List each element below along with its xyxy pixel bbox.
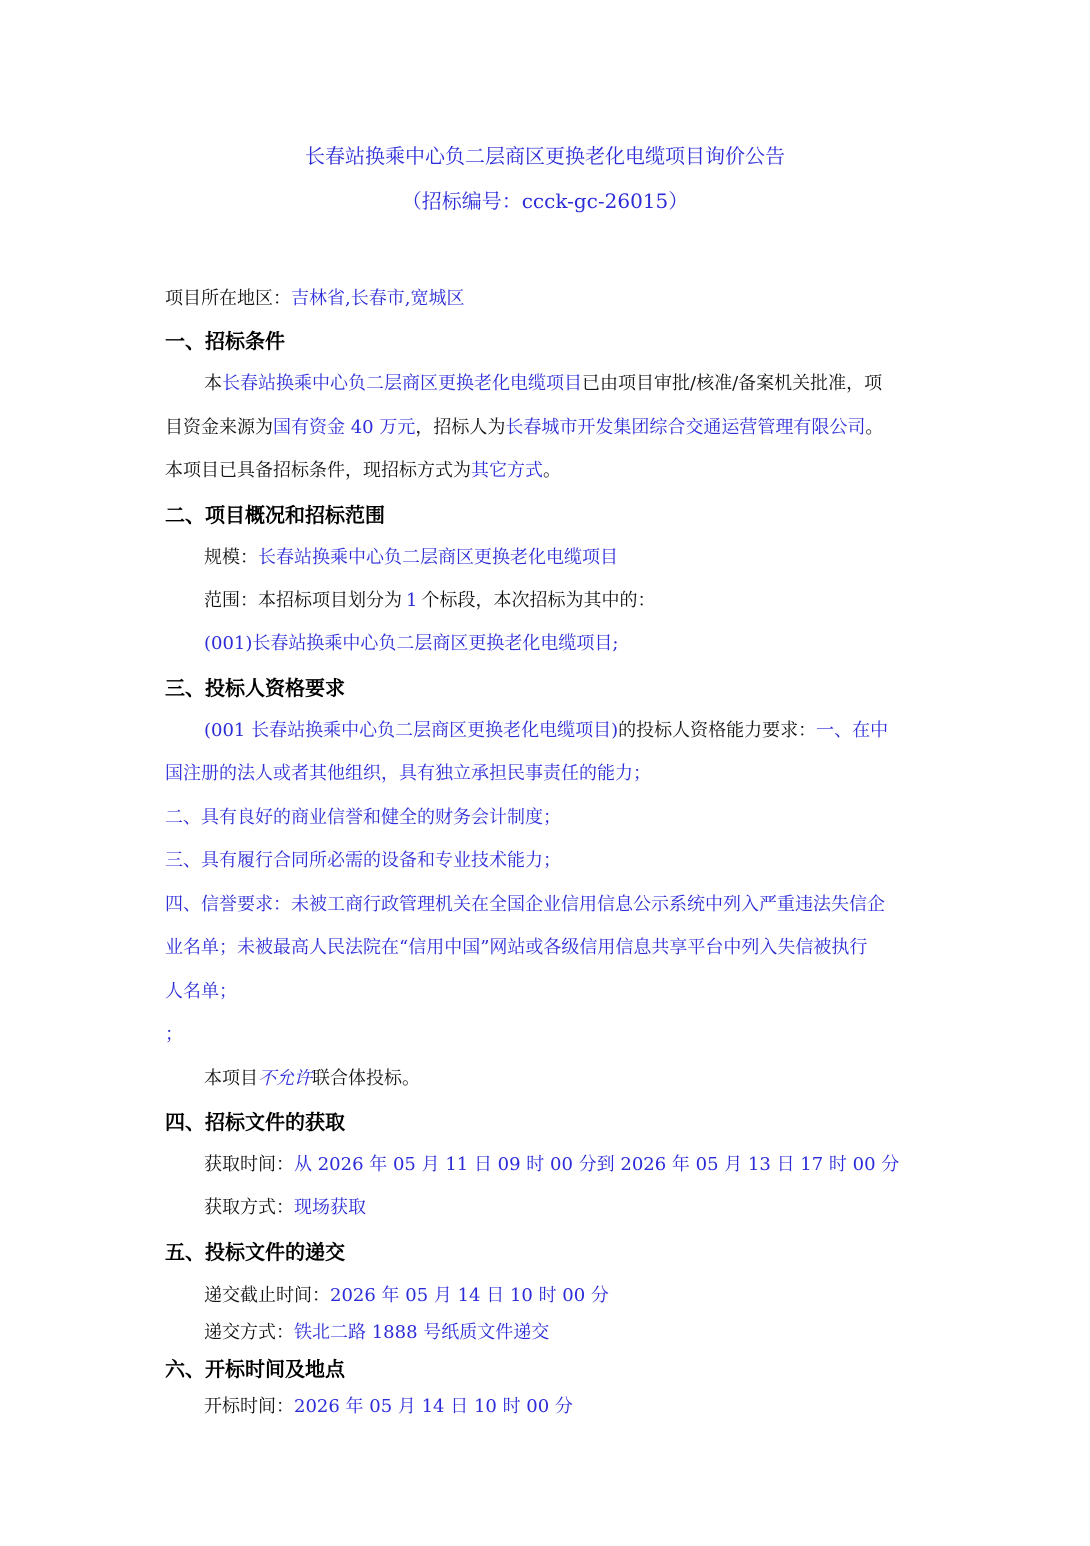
text-run: 。 xyxy=(543,460,561,481)
text-run: 范围：本招标项目划分为 xyxy=(204,590,402,611)
text-run: 规模： xyxy=(204,547,258,568)
text-run: 本项目 xyxy=(204,1068,258,1089)
text-run: 的投标人资格能力要求： xyxy=(618,720,817,741)
text-run: 一、在中 xyxy=(816,720,889,741)
bid-number: （招标编号：ccck-gc-26015） xyxy=(401,189,689,213)
text-run: 获取时间： xyxy=(204,1154,294,1175)
section-heading-1: 一、招标条件 xyxy=(165,329,285,353)
qualification-line-3: 二、具有良好的商业信誉和健全的财务会计制度； xyxy=(165,807,561,828)
text-run: 递交截止时间： xyxy=(204,1285,330,1306)
page-title: 长春站换乘中心负二层商区更换老化电缆项目询价公告 xyxy=(305,144,785,168)
section-heading-5: 五、投标文件的递交 xyxy=(165,1240,345,1264)
scale-line xyxy=(204,546,618,570)
section-heading-4: 四、招标文件的获取 xyxy=(165,1110,345,1134)
deadline-line xyxy=(204,1284,609,1308)
qualification-line-8: ； xyxy=(165,1024,183,1045)
lot-reference: (001 长春站换乘中心负二层商区更换老化电缆项目) xyxy=(204,720,619,741)
text-run: 联合体投标。 xyxy=(312,1068,420,1089)
text-run: 。 xyxy=(865,417,884,438)
qualification-line-5: 四、信誉要求：未被工商行政管理机关在全国企业信用信息公示系统中列入严重违法失信企 xyxy=(165,894,885,915)
consortium-value: 不允许 xyxy=(258,1068,312,1089)
qualification-line-4: 三、具有履行合同所必需的设备和专业技术能力； xyxy=(165,850,561,871)
opening-time-line xyxy=(204,1395,573,1419)
consortium-line xyxy=(204,1067,420,1091)
text-run: 获取方式： xyxy=(204,1197,294,1218)
tenderer-name: 长春城市开发集团综合交通运营管理有限公司 xyxy=(505,417,866,438)
section-heading-6: 六、开标时间及地点 xyxy=(165,1357,345,1381)
scale-value: 长春站换乘中心负二层商区更换老化电缆项目 xyxy=(258,547,618,568)
text-run: 本 xyxy=(204,373,222,394)
acquire-time-line xyxy=(204,1153,899,1177)
qualification-line-7: 人名单； xyxy=(165,981,237,1002)
text-run: 个标段，本次招标为其中的： xyxy=(421,590,656,611)
project-region xyxy=(165,287,464,311)
lot-item: (001)长春站换乘中心负二层商区更换老化电缆项目; xyxy=(204,633,619,654)
section-heading-2: 二、项目概况和招标范围 xyxy=(165,503,385,527)
text-run: 开标时间： xyxy=(204,1396,294,1417)
range-line xyxy=(204,589,655,613)
region-label: 项目所在地区： xyxy=(165,288,291,309)
deadline-value: 2026 年 05 月 14 日 10 时 00 分 xyxy=(330,1285,609,1306)
qualification-line-2: 国注册的法人或者其他组织，具有独立承担民事责任的能力； xyxy=(165,763,651,784)
section-heading-3: 三、投标人资格要求 xyxy=(165,676,345,700)
fund-source: 国有资金 40 万元 xyxy=(273,417,416,438)
acquire-method-value: 现场获取 xyxy=(294,1197,366,1218)
acquire-method-line xyxy=(204,1196,366,1220)
s1-paragraph-line-1 xyxy=(204,372,882,396)
region-value: 吉林省,长春市,宽城区 xyxy=(291,288,465,309)
project-name: 长春站换乘中心负二层商区更换老化电缆项目 xyxy=(222,373,582,394)
acquire-time-value: 从 2026 年 05 月 11 日 09 时 00 分到 2026 年 05 月 13 日 17 时 00 分 xyxy=(294,1154,900,1175)
s1-paragraph-line-3 xyxy=(165,459,561,483)
text-run: 递交方式： xyxy=(204,1322,294,1343)
submit-method-line xyxy=(204,1321,549,1345)
tender-method: 其它方式 xyxy=(471,460,543,481)
text-run: ，招标人为 xyxy=(415,417,506,438)
qualification-line-6: 业名单；未被最高人民法院在“信用中国”网站或各级信用信息共享平台中列入失信被执行 xyxy=(165,937,868,958)
lot-count: 1 xyxy=(406,590,418,611)
s1-paragraph-line-2 xyxy=(165,416,883,440)
submit-method-value: 铁北二路 1888 号纸质文件递交 xyxy=(294,1322,550,1343)
text-run: 本项目已具备招标条件，现招标方式为 xyxy=(165,460,471,481)
text-run: 目资金来源为 xyxy=(165,417,273,438)
qualification-line-1 xyxy=(204,719,888,743)
text-run: 已由项目审批/核准/备案机关批准，项 xyxy=(582,373,883,394)
opening-time-value: 2026 年 05 月 14 日 10 时 00 分 xyxy=(294,1396,573,1417)
